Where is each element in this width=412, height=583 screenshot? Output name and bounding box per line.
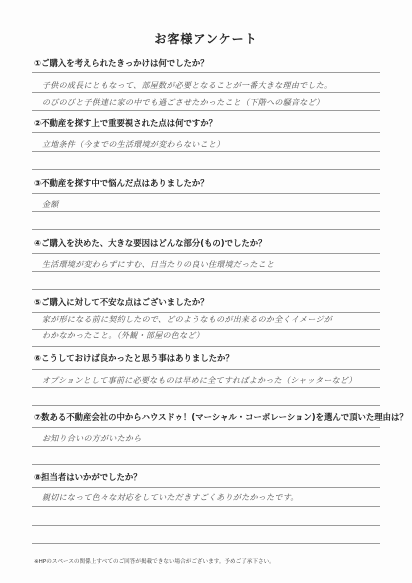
- answer-line: [32, 151, 380, 152]
- answer-line: [32, 253, 380, 254]
- answer-line: [32, 193, 380, 194]
- answer-line: [32, 464, 380, 465]
- survey-title: お客様アンケート: [154, 32, 258, 46]
- answer-line: [32, 543, 380, 544]
- answer-line: [32, 72, 380, 73]
- footnote: ※HPのスペースの関係上すべてのご回答が掲載できない場合がございます。予めご了承下さい。: [34, 559, 275, 565]
- question-5: ⑤ご購入に対して不安な点はございましたか？: [34, 297, 209, 307]
- answer-1-line-2: のびのびと子供達に家の中でも過ごさせたかったこと（下階への騒音など）: [42, 98, 325, 107]
- answer-line: [32, 289, 380, 290]
- question-6: ⑥こうしておけば良かったと思う事はありましたか？: [34, 353, 234, 363]
- answer-line: [32, 387, 380, 388]
- answer-line: [32, 132, 380, 133]
- question-8: ⑧担当者はいかがでしたか？: [34, 472, 142, 482]
- answer-line: [32, 312, 380, 313]
- answer-line: [32, 169, 380, 170]
- question-2: ②不動産を探す上で重要視された点は何ですか？: [34, 118, 217, 128]
- answer-3-line-1: 金額: [42, 200, 59, 209]
- answer-8-line-1: 親切になって色々な対応をしていただきすごくありがたかったです。: [42, 493, 299, 502]
- answer-6-line-1: オプションとして事前に必要なものは早めに全てすればよかった（シャッターなど）: [42, 376, 357, 385]
- answer-5-line-1: 家が形になる前に契約したので、どのようなものが出来るのか全くイメージが: [42, 315, 333, 324]
- answer-line: [32, 405, 380, 406]
- answer-line: [32, 110, 380, 111]
- question-7: ⑦数ある不動産会社の中からハウスドゥ！(マーシャル・コーポレーション)を選んで頂いた理由は？: [34, 412, 408, 422]
- answer-line: [32, 211, 380, 212]
- answer-line: [32, 446, 380, 447]
- answer-7-line-1: お知り合いの方がいたから: [42, 434, 142, 443]
- answer-line: [32, 525, 380, 526]
- question-1: ①ご購入を考えられたきっかけは何でしたか？: [34, 58, 209, 68]
- answer-2-line-1: 立地条件（今までの生活環境が変わらないこと）: [42, 140, 225, 149]
- answer-line: [32, 487, 380, 488]
- answer-line: [32, 427, 380, 428]
- answer-line: [32, 346, 380, 347]
- answer-1-line-1: 子供の成長にともなって、部屋数が必要となることが一番大きな理由でした。: [42, 81, 333, 90]
- answer-line: [32, 271, 380, 272]
- answer-line: [32, 369, 380, 370]
- answer-line: [32, 92, 380, 93]
- answer-4-line-1: 生活環境が変わらずにすむ、日当たりの良い住環境だったこと: [42, 260, 275, 269]
- question-4: ④ご購入を決めた、大きな要因はどんな部分(もの)でしたか？: [34, 238, 267, 248]
- question-3: ③不動産を探す中で悩んだ点はありましたか？: [34, 178, 209, 188]
- answer-5-line-2: わかなかったこと。（外観・部屋の色など）: [42, 331, 204, 340]
- answer-line: [32, 229, 380, 230]
- answer-line: [32, 506, 380, 507]
